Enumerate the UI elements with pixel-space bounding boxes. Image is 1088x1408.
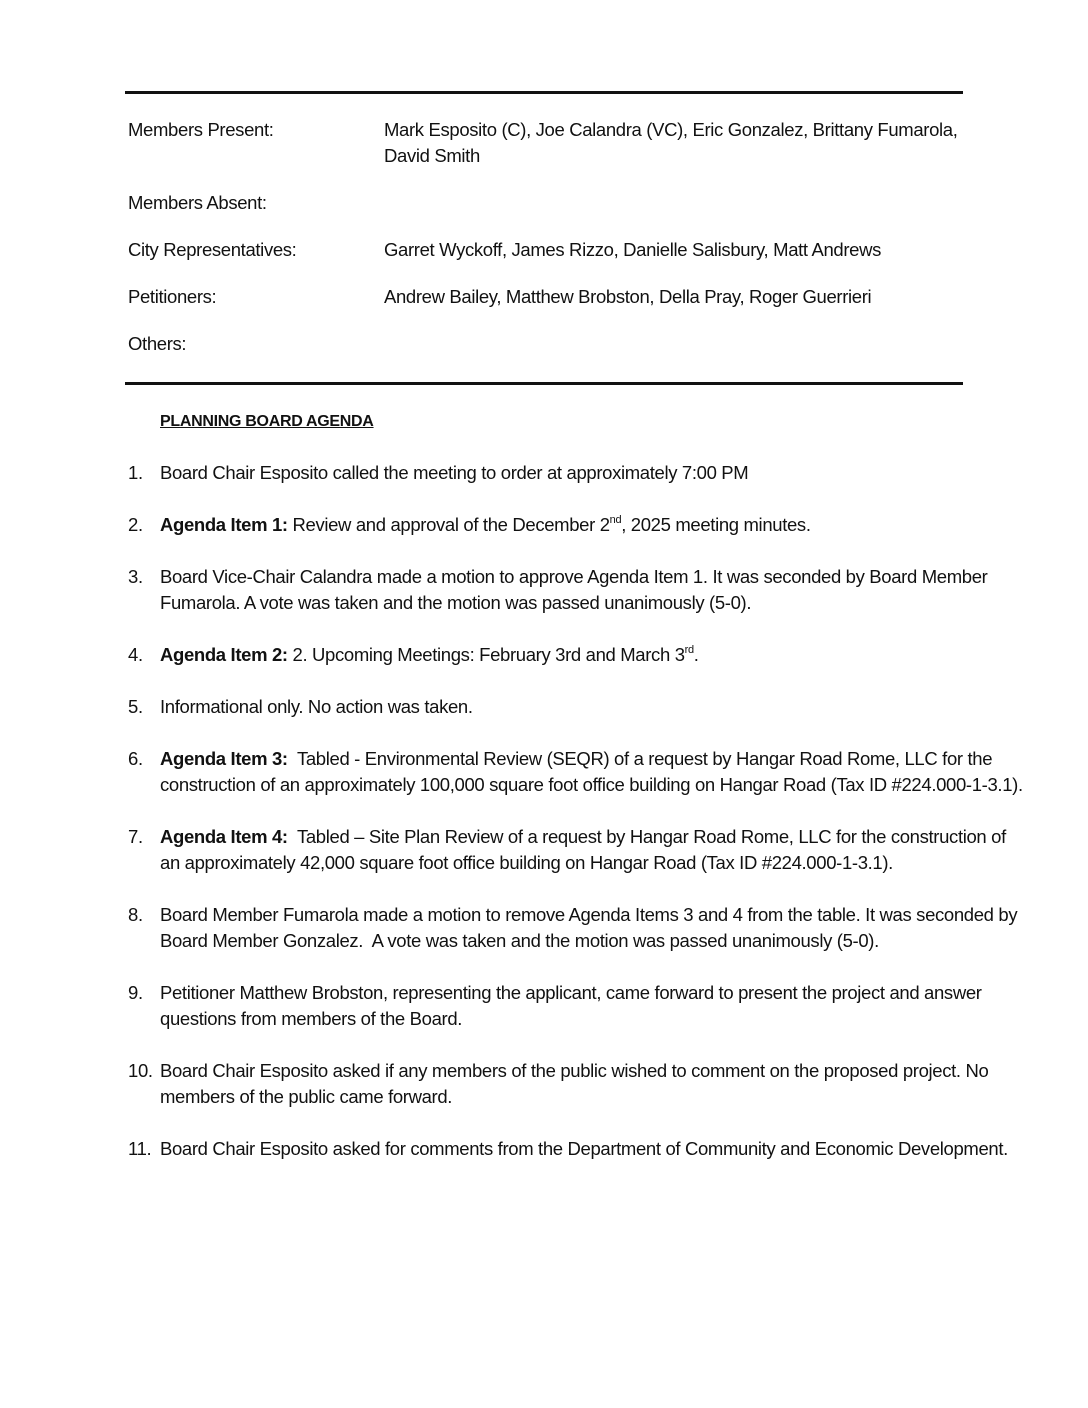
- ordinal-suffix: nd: [609, 513, 622, 526]
- agenda-item-number: 1.: [128, 462, 143, 483]
- top-divider: [125, 91, 963, 94]
- agenda-item-body: Review and approval of the December 2: [287, 514, 610, 535]
- attendance-label: City Representatives:: [128, 239, 297, 260]
- bottom-divider: [125, 382, 963, 385]
- attendance-value: Andrew Bailey, Matthew Brobston, Della Pray, Roger Guerrieri: [384, 286, 872, 307]
- agenda-item-text: [160, 980, 1028, 1032]
- agenda-item: [128, 694, 1028, 720]
- agenda-item-label: Agenda Item 2:: [160, 644, 288, 665]
- agenda-item-number: 10.: [128, 1060, 153, 1081]
- agenda-item-number: 2.: [128, 514, 143, 535]
- agenda-item-text: [160, 1136, 1028, 1162]
- agenda-item-number: 9.: [128, 982, 143, 1003]
- agenda-item: [128, 746, 1028, 798]
- attendance-value: Mark Esposito (C), Joe Calandra (VC), Eric Gonzalez, Brittany Fumarola, David Smith: [384, 119, 958, 166]
- agenda-item-text: [160, 1058, 1028, 1110]
- ordinal-suffix: rd: [684, 643, 694, 656]
- agenda-item-number: 4.: [128, 644, 143, 665]
- agenda-item-text: [160, 694, 1028, 720]
- agenda-item-body: Board Chair Esposito called the meeting to order at approximately 7:00 PM: [160, 462, 749, 483]
- agenda-item-number: 3.: [128, 566, 143, 587]
- attendance-value: [384, 190, 968, 216]
- agenda-item-body: Board Chair Esposito asked for comments from the Department of Community and Economic Development.: [160, 1138, 1008, 1159]
- agenda-item-number: 11.: [128, 1138, 152, 1159]
- agenda-item-body: Tabled – Site Plan Review of a request by Hangar Road Rome, LLC for the construction of an approximately 42,000 square foot office building on Hangar Road (Tax ID #224.000-1-3.1).: [160, 826, 1011, 873]
- agenda-item: [128, 902, 1028, 954]
- agenda-item-number: 8.: [128, 904, 143, 925]
- agenda-item-body-end: .: [693, 644, 699, 665]
- attendance-row-others: [128, 331, 968, 357]
- agenda-item-number: 6.: [128, 748, 143, 769]
- attendance-label: Members Present:: [128, 119, 274, 140]
- agenda-heading: PLANNING BOARD AGENDA: [160, 413, 374, 430]
- attendance-row-petitioners: [128, 284, 968, 310]
- agenda-item-text: [160, 824, 1028, 876]
- attendance-label: Petitioners:: [128, 286, 217, 307]
- agenda-item-body: Board Chair Esposito asked if any members of the public wished to comment on the proposed project. No members of the public came forward.: [160, 1060, 994, 1107]
- agenda-item-body: Tabled - Environmental Review (SEQR) of a request by Hangar Road Rome, LLC for the construction of an approximately 100,000 square foot office building on Hangar Road (Tax ID #224.000-1-3.1).: [160, 748, 1023, 795]
- agenda-item-text: [160, 642, 1028, 668]
- attendance-label: Members Absent:: [128, 192, 267, 213]
- agenda-item: [128, 564, 1028, 616]
- agenda-item: [128, 1136, 1028, 1162]
- attendance-value: Garret Wyckoff, James Rizzo, Danielle Salisbury, Matt Andrews: [384, 239, 882, 260]
- agenda-item: [128, 824, 1028, 876]
- agenda-item-text: [160, 564, 1028, 616]
- agenda-item-label: Agenda Item 4:: [160, 826, 288, 847]
- agenda-item-body-end: , 2025 meeting minutes.: [621, 514, 811, 535]
- agenda-item-body: Petitioner Matthew Brobston, representing the applicant, came forward to present the project and answer questions from members of the Board.: [160, 982, 987, 1029]
- agenda-item: [128, 460, 1028, 486]
- agenda-item-body: Board Vice-Chair Calandra made a motion to approve Agenda Item 1. It was seconded by Board Member Fumarola. A vote was taken and the motion was passed unanimously (5-0).: [160, 566, 993, 613]
- agenda-item-body: Informational only. No action was taken.: [160, 696, 473, 717]
- agenda-list: [128, 460, 1028, 1188]
- agenda-item-label: Agenda Item 3:: [160, 748, 288, 769]
- attendance-row-city-representatives: [128, 237, 968, 263]
- agenda-item-text: [160, 746, 1028, 798]
- attendance-value: [384, 331, 968, 357]
- attendance-section: [128, 117, 968, 378]
- agenda-item-body: 2. Upcoming Meetings: February 3rd and March 3: [287, 644, 685, 665]
- agenda-item: [128, 980, 1028, 1032]
- attendance-row-members-absent: [128, 190, 968, 216]
- agenda-item: [128, 512, 1028, 538]
- agenda-item: [128, 1058, 1028, 1110]
- agenda-item-body: Board Member Fumarola made a motion to remove Agenda Items 3 and 4 from the table. It was seconded by Board Member Gonzalez. A vote was taken and the motion was passed unanimously (5-0).: [160, 904, 1023, 951]
- agenda-item-number: 7.: [128, 826, 143, 847]
- agenda-item-text: [160, 902, 1028, 954]
- agenda-item-text: [160, 460, 1028, 486]
- attendance-label: Others:: [128, 333, 187, 354]
- agenda-item-number: 5.: [128, 696, 143, 717]
- agenda-item-text: [160, 512, 1028, 538]
- agenda-item-label: Agenda Item 1:: [160, 514, 288, 535]
- agenda-item: [128, 642, 1028, 668]
- attendance-row-members-present: [128, 117, 968, 169]
